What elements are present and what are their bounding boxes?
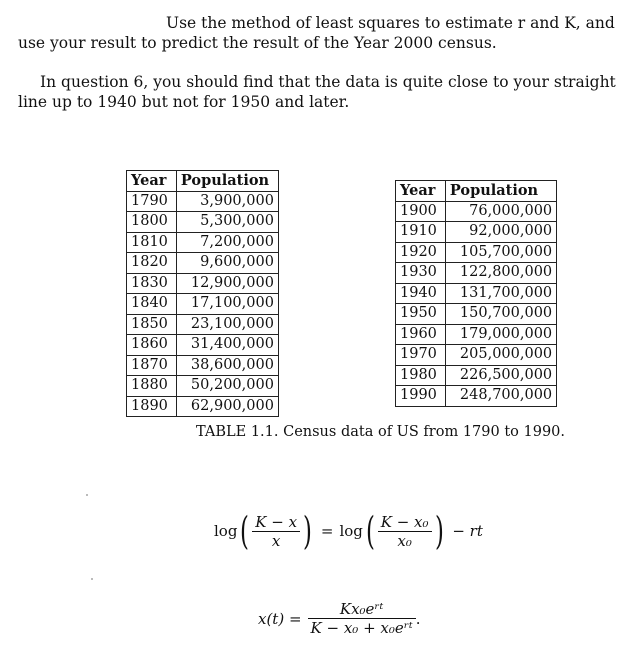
fraction-denominator: x₀ [397,531,412,550]
right-paren: ) [303,509,312,553]
census-table-1900-1990 [395,180,557,407]
stray-dot [86,494,88,496]
year-cell: 1960 [396,324,446,345]
population-cell: 17,100,000 [176,294,278,315]
year-cell: 1920 [396,242,446,263]
log-operator: log [214,522,238,540]
table-row [127,191,279,212]
population-cell: 5,300,000 [176,212,278,233]
table-row [396,365,557,386]
fraction-denominator: x [271,531,281,550]
table-row [396,345,557,366]
population-cell: 122,800,000 [445,263,556,284]
equals-sign: = [320,522,334,540]
year-cell: 1840 [127,294,177,315]
census-table-1790-1890 [126,170,279,417]
year-cell: 1820 [127,253,177,274]
population-cell: 31,400,000 [176,335,278,356]
table-caption: TABLE 1.1. Census data of US from 1790 to 1990. [196,424,565,440]
population-cell: 7,200,000 [176,232,278,253]
fraction-lhs [252,513,300,550]
table-row [127,294,279,315]
table-row [127,253,279,274]
population-header: Population [176,171,278,192]
equation-log-form [214,509,483,553]
table-row [396,324,557,345]
equation-period: . [415,609,421,628]
equation-lhs: x(t) = [258,609,302,628]
population-cell: 76,000,000 [445,201,556,222]
year-cell: 1830 [127,273,177,294]
year-cell: 1910 [396,222,446,243]
table-row [127,335,279,356]
population-cell: 50,200,000 [176,376,278,397]
table-header-row [127,171,279,192]
year-cell: 1800 [127,212,177,233]
table-row [127,273,279,294]
population-cell: 150,700,000 [445,304,556,325]
population-cell: 226,500,000 [445,365,556,386]
year-cell: 1940 [396,283,446,304]
year-cell: 1980 [396,365,446,386]
year-cell: 1900 [396,201,446,222]
table-row [127,314,279,335]
population-cell: 9,600,000 [176,253,278,274]
right-paren: ) [434,509,444,553]
population-header: Population [445,181,556,202]
year-cell: 1850 [127,314,177,335]
population-cell: 92,000,000 [445,222,556,243]
table-row [396,283,557,304]
table-row [127,396,279,417]
paragraph-line: In question 6, you should find that the data is quite close to your straight [40,73,616,91]
year-cell: 1950 [396,304,446,325]
paragraph-line: Use the method of least squares to estimate r and K, and [166,14,615,32]
table-row [396,242,557,263]
year-cell: 1810 [127,232,177,253]
year-cell: 1890 [127,396,177,417]
paragraph-line: line up to 1940 but not for 1950 and later. [18,93,350,111]
table-row [396,201,557,222]
table-row [396,222,557,243]
year-cell: 1860 [127,335,177,356]
year-cell: 1790 [127,191,177,212]
fraction-numerator: K − x [252,513,300,532]
year-cell: 1870 [127,355,177,376]
table-row [396,386,557,407]
table-header-row [396,181,557,202]
paragraph-question-6 [18,72,618,112]
left-paren: ( [365,509,375,553]
population-cell: 131,700,000 [445,283,556,304]
population-cell: 179,000,000 [445,324,556,345]
population-cell: 23,100,000 [176,314,278,335]
population-cell: 12,900,000 [176,273,278,294]
population-cell: 3,900,000 [176,191,278,212]
year-cell: 1990 [396,386,446,407]
table-row [396,304,557,325]
left-paren: ( [240,509,250,553]
population-cell: 38,600,000 [176,355,278,376]
paragraph-line: use your result to predict the result of the Year 2000 census. [18,34,497,52]
table-row [127,376,279,397]
equation-logistic-solution [258,600,420,637]
rt-term: − rt [452,522,483,540]
fraction-rhs [378,513,432,550]
year-cell: 1930 [396,263,446,284]
population-cell: 62,900,000 [176,396,278,417]
table-row [127,212,279,233]
stray-dot [91,578,93,580]
year-header: Year [396,181,446,202]
fraction-denominator: K − x₀ + x₀eʳᵗ [310,619,413,637]
year-cell: 1880 [127,376,177,397]
table-row [396,263,557,284]
year-cell: 1970 [396,345,446,366]
year-header: Year [127,171,177,192]
fraction-numerator: Kx₀eʳᵗ [308,600,416,619]
population-cell: 105,700,000 [445,242,556,263]
log-operator: log [339,522,363,540]
population-cell: 205,000,000 [445,345,556,366]
paragraph-least-squares [18,13,618,53]
table-row [127,232,279,253]
fraction-solution [308,600,416,637]
population-cell: 248,700,000 [445,386,556,407]
fraction-numerator: K − x₀ [378,513,432,532]
table-row [127,355,279,376]
